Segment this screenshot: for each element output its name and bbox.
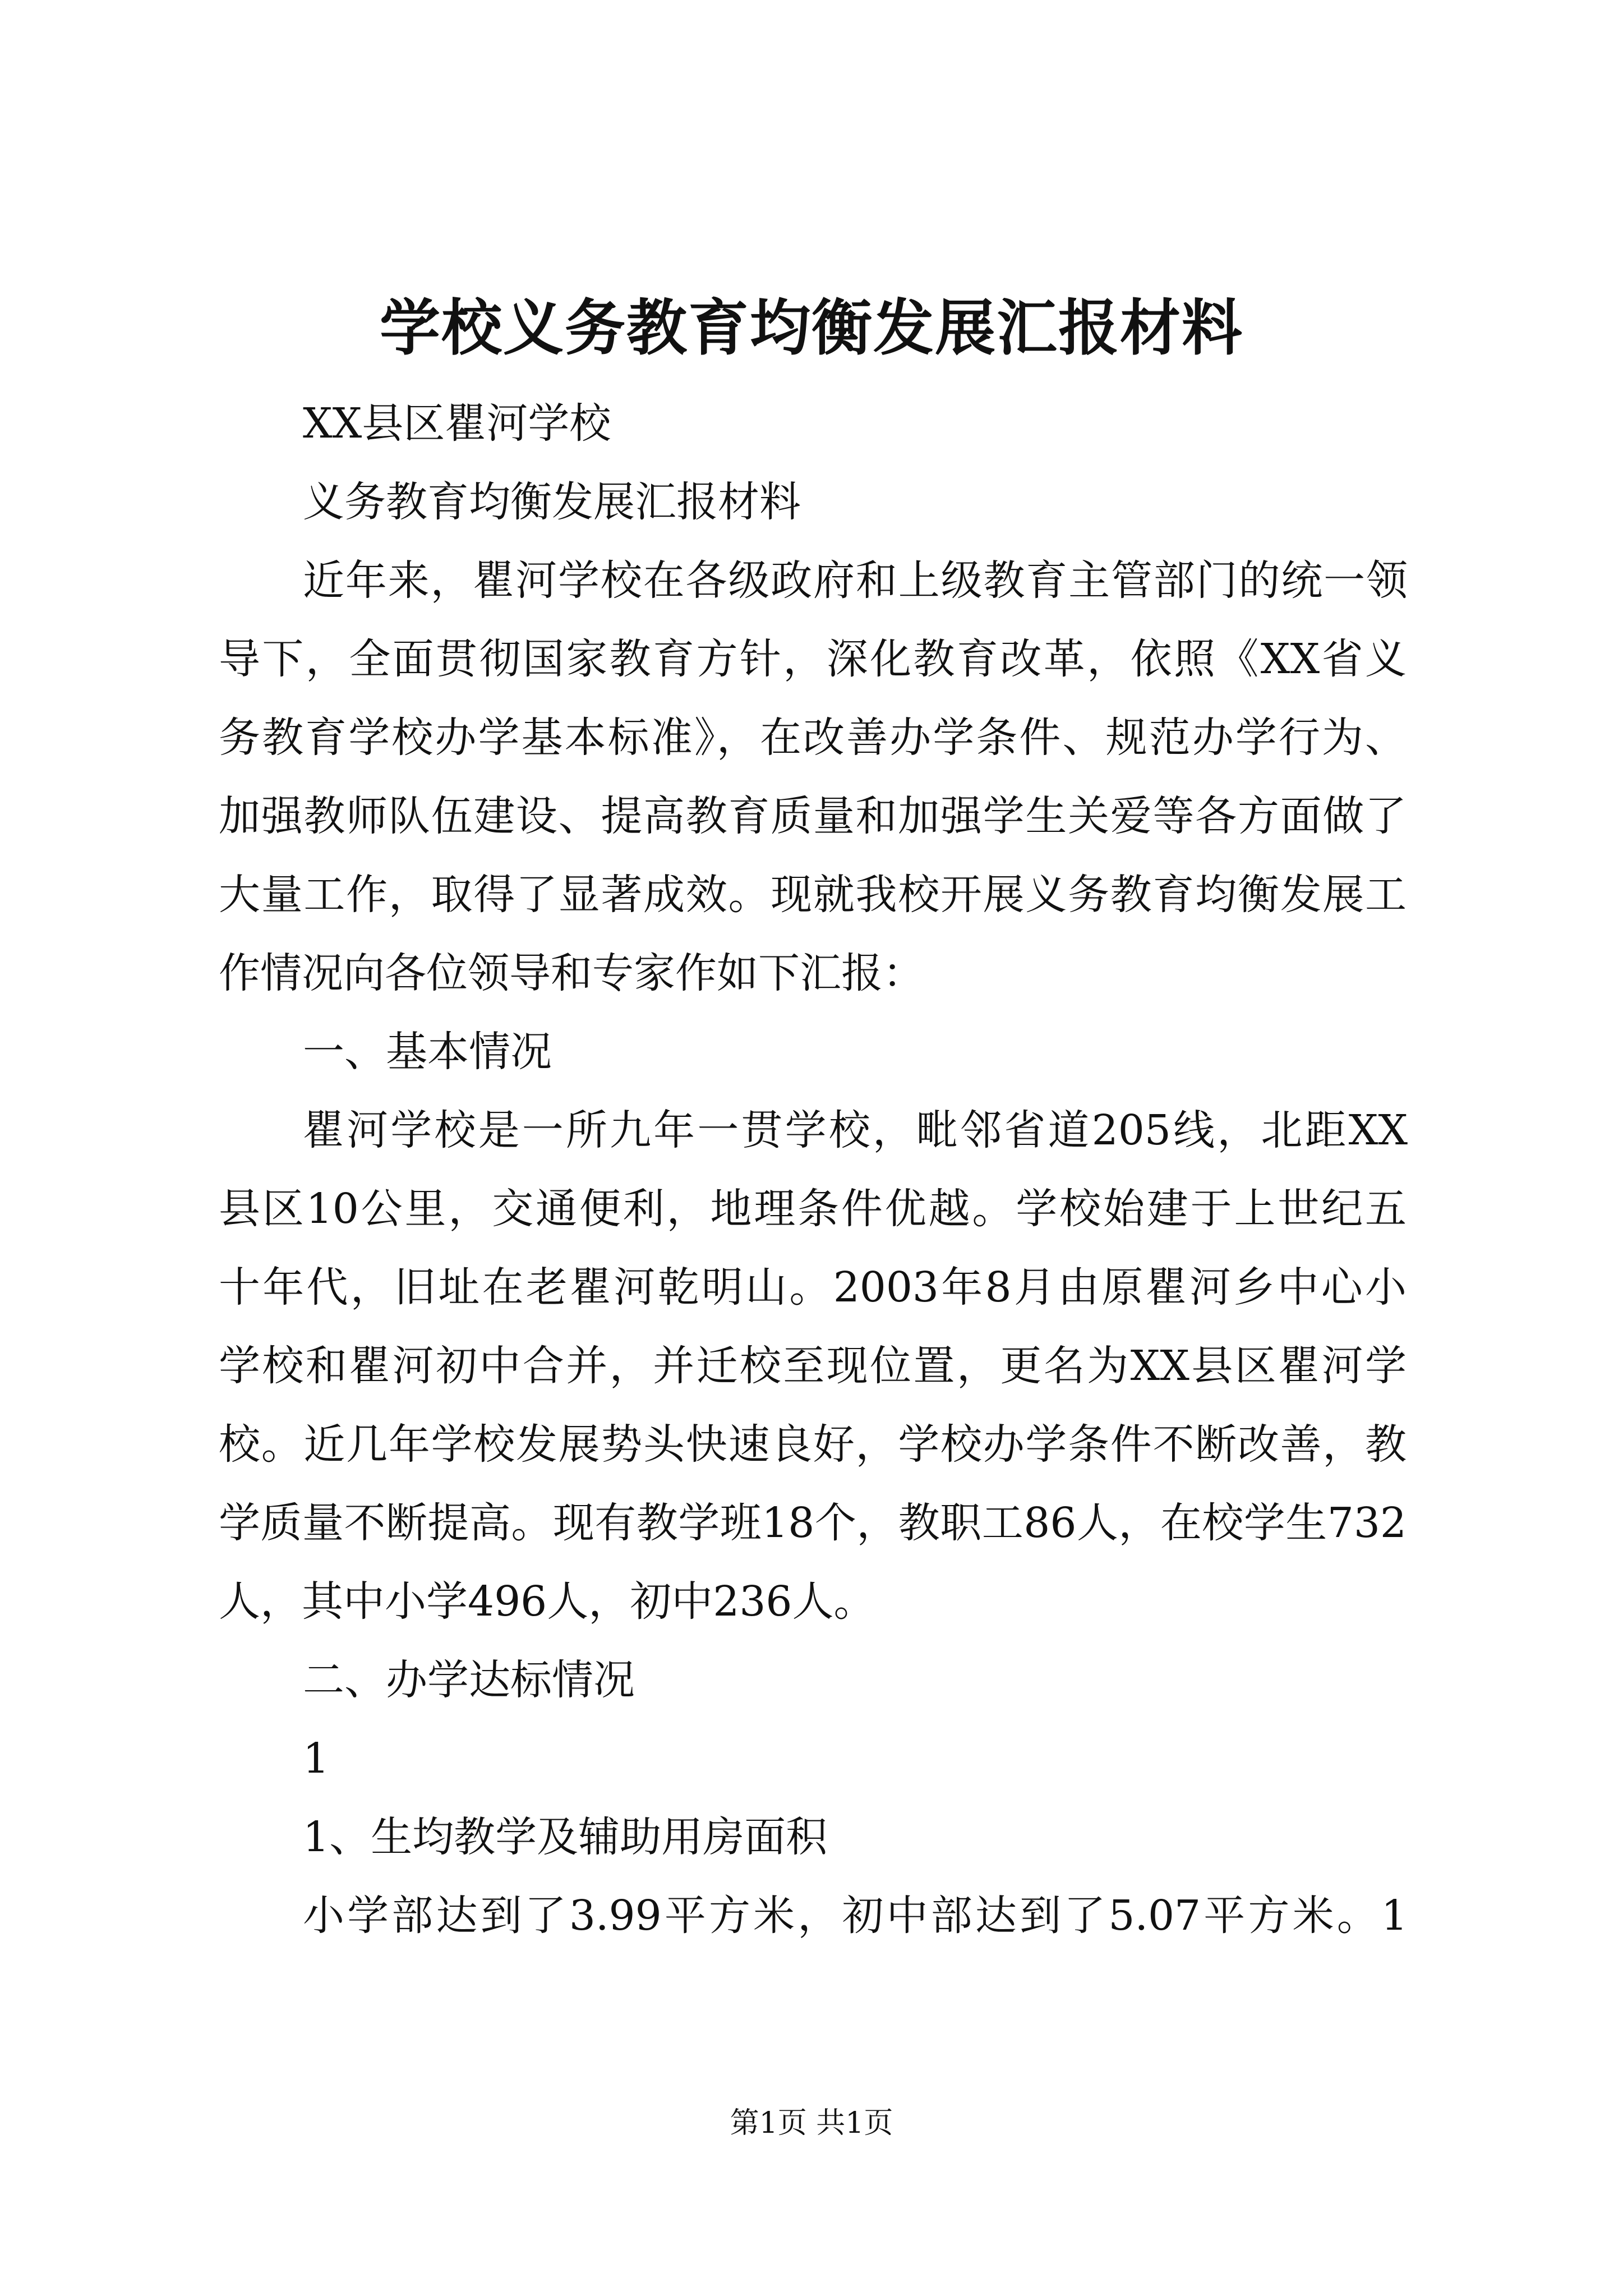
page-footer: 第1页 共1页 [730,2106,893,2140]
paragraph-line: 近年来，瞿河学校在各级政府和上级教育主管部门的统一领 [303,556,1408,605]
document-title: 学校义务教育均衡发展汇报材料 [379,293,1243,364]
paragraph-line: 人，其中小学496人，初中236人。 [219,1577,875,1626]
page-number-inline: 1 [303,1734,330,1783]
paragraph-line: 校。近几年学校发展势头快速良好，学校办学条件不断改善，教 [219,1420,1407,1469]
paragraph-line: 瞿河学校是一所九年一贯学校，毗邻省道205线，北距XX [303,1106,1408,1154]
paragraph-line: 十年代，旧址在老瞿河乾明山。2003年8月由原瞿河乡中心小 [219,1263,1407,1312]
section-heading: 二、办学达标情况 [303,1656,635,1704]
paragraph-line: 小学部达到了3.99平方米，初中部达到了5.07平方米。1 [303,1892,1408,1940]
paragraph-line: 务教育学校办学基本标准》，在改善办学条件、规范办学行为、 [219,714,1407,762]
author-line: XX县区瞿河学校 [303,399,611,448]
paragraph-line: 大量工作，取得了显著成效。现就我校开展义务教育均衡发展工 [219,871,1407,919]
paragraph-line: 作情况向各位领导和专家作如下汇报： [219,949,924,997]
section-heading: 一、基本情况 [303,1028,552,1076]
subtitle-line: 义务教育均衡发展汇报材料 [303,478,801,526]
paragraph-line: 导下，全面贯彻国家教育方针，深化教育改革，依照《XX省义 [219,635,1407,683]
paragraph-line: 县区10公里，交通便利，地理条件优越。学校始建于上世纪五 [219,1185,1407,1233]
paragraph-line: 学校和瞿河初中合并，并迁校至现位置，更名为XX县区瞿河学 [219,1342,1407,1390]
subsection-heading: 1、生均教学及辅助用房面积 [303,1813,828,1861]
paragraph-line: 加强教师队伍建设、提高教育质量和加强学生关爱等各方面做了 [219,792,1407,840]
paragraph-line: 学质量不断提高。现有教学班18个，教职工86人，在校学生732 [219,1499,1407,1547]
